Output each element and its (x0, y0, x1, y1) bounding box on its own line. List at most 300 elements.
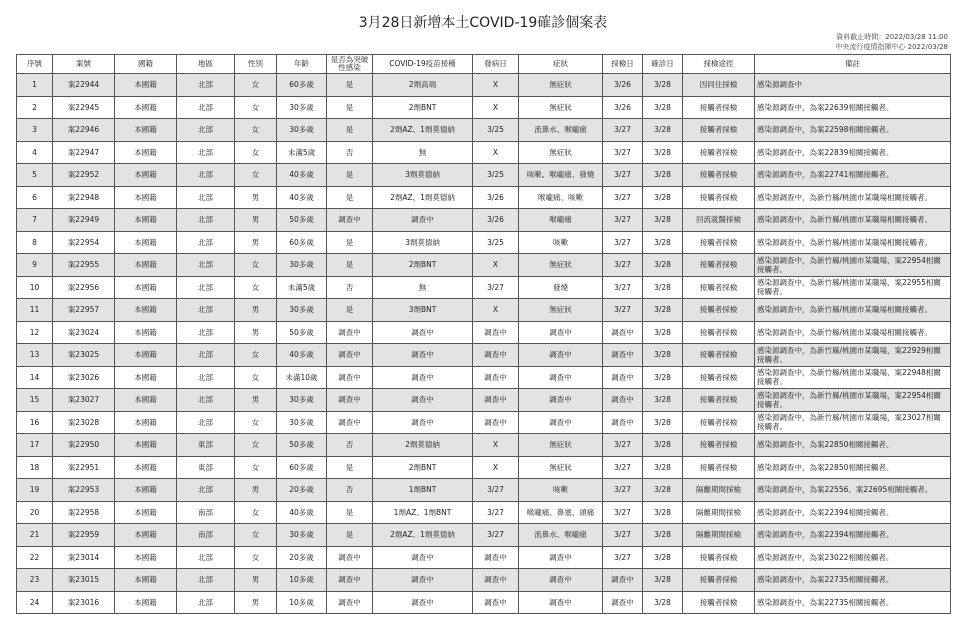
cell-test-date: 調查中 (603, 411, 643, 434)
cell-sex: 女 (235, 119, 277, 142)
cell-test-route: 回流就醫採檢 (683, 209, 755, 232)
cell-confirm-date: 3/28 (643, 546, 683, 569)
cell-remarks: 感染源調查中，為案22394相關接觸者。 (755, 501, 951, 524)
cell-symptoms: 發燒 (519, 276, 603, 299)
cell-region: 北部 (177, 74, 235, 97)
cell-age: 30多歲 (277, 119, 327, 142)
cell-remarks: 感染源調查中，為新竹縣/桃園市某職場，案22954相關接觸者。 (755, 389, 951, 412)
cell-serial: 7 (17, 209, 53, 232)
cell-sex: 男 (235, 231, 277, 254)
cell-vaccination: 調查中 (373, 209, 473, 232)
table-header-row (17, 55, 951, 74)
cell-symptoms: 調查中 (519, 569, 603, 592)
cell-case-no: 案22951 (53, 456, 115, 479)
cell-test-route: 接觸者採檢 (683, 254, 755, 277)
cell-age: 40多歲 (277, 501, 327, 524)
cell-onset-date: X (473, 141, 519, 164)
cell-nationality: 本國籍 (115, 141, 177, 164)
cell-region: 北部 (177, 164, 235, 187)
table-row (17, 276, 951, 299)
cell-breakthrough: 否 (327, 479, 373, 502)
cell-remarks: 感染源調查中，為新竹縣/桃園市某職場相關接觸者。 (755, 321, 951, 344)
cell-test-date: 3/27 (603, 164, 643, 187)
cell-serial: 17 (17, 434, 53, 457)
cell-region: 北部 (177, 479, 235, 502)
cell-onset-date: 調查中 (473, 546, 519, 569)
cell-case-no: 案23016 (53, 591, 115, 614)
table-row (17, 299, 951, 322)
cell-vaccination: 調查中 (373, 366, 473, 389)
cell-confirm-date: 3/28 (643, 366, 683, 389)
cell-serial: 24 (17, 591, 53, 614)
table-row (17, 321, 951, 344)
cell-confirm-date: 3/28 (643, 434, 683, 457)
cell-breakthrough: 是 (327, 96, 373, 119)
cell-vaccination: 調查中 (373, 591, 473, 614)
cell-test-route: 接觸者採檢 (683, 276, 755, 299)
cell-breakthrough: 是 (327, 501, 373, 524)
cell-case-no: 案23015 (53, 569, 115, 592)
header-test-route: 採檢途徑 (683, 55, 755, 74)
cell-region: 北部 (177, 389, 235, 412)
cell-test-route: 接觸者採檢 (683, 164, 755, 187)
cell-vaccination: 調查中 (373, 389, 473, 412)
cell-test-route: 接觸者採檢 (683, 366, 755, 389)
cell-serial: 19 (17, 479, 53, 502)
cell-test-route: 接觸者採檢 (683, 344, 755, 367)
cell-case-no: 案23026 (53, 366, 115, 389)
cell-nationality: 本國籍 (115, 524, 177, 547)
cell-onset-date: 調查中 (473, 569, 519, 592)
cell-case-no: 案22950 (53, 434, 115, 457)
cell-confirm-date: 3/28 (643, 254, 683, 277)
cell-vaccination: 調查中 (373, 569, 473, 592)
case-table (16, 54, 951, 614)
cell-sex: 男 (235, 569, 277, 592)
cell-case-no: 案22954 (53, 231, 115, 254)
cell-onset-date: 3/27 (473, 276, 519, 299)
cell-nationality: 本國籍 (115, 366, 177, 389)
cell-sex: 女 (235, 456, 277, 479)
cell-serial: 22 (17, 546, 53, 569)
table-row (17, 546, 951, 569)
cell-confirm-date: 3/28 (643, 231, 683, 254)
cell-test-route: 接觸者採檢 (683, 186, 755, 209)
cell-symptoms: 流鼻水、喉嚨痛 (519, 119, 603, 142)
cell-case-no: 案23027 (53, 389, 115, 412)
cell-confirm-date: 3/28 (643, 119, 683, 142)
cell-nationality: 本國籍 (115, 164, 177, 187)
cell-region: 北部 (177, 209, 235, 232)
cell-nationality: 本國籍 (115, 96, 177, 119)
cell-test-date: 3/27 (603, 186, 643, 209)
table-row (17, 366, 951, 389)
cell-test-route: 隔離期間採檢 (683, 501, 755, 524)
cell-serial: 9 (17, 254, 53, 277)
cell-sex: 女 (235, 96, 277, 119)
cell-breakthrough: 調查中 (327, 209, 373, 232)
table-row (17, 231, 951, 254)
cell-nationality: 本國籍 (115, 434, 177, 457)
cell-sex: 女 (235, 524, 277, 547)
cell-nationality: 本國籍 (115, 546, 177, 569)
cell-sex: 女 (235, 546, 277, 569)
cell-symptoms: 流鼻水、喉嚨痛 (519, 524, 603, 547)
cell-remarks: 感染源調查中，為案22394相關接觸者。 (755, 524, 951, 547)
cell-sex: 女 (235, 434, 277, 457)
cell-region: 北部 (177, 569, 235, 592)
cell-symptoms: 咳嗽 (519, 479, 603, 502)
cell-test-route: 隔離期間採檢 (683, 479, 755, 502)
cell-serial: 8 (17, 231, 53, 254)
cell-symptoms: 無症狀 (519, 299, 603, 322)
cell-sex: 男 (235, 389, 277, 412)
cell-remarks: 感染源調查中，為案22735相關接觸者。 (755, 569, 951, 592)
cell-nationality: 本國籍 (115, 321, 177, 344)
cell-remarks: 感染源調查中，為新竹縣/桃園市某職場，案22948相關接觸者。 (755, 366, 951, 389)
cell-case-no: 案22948 (53, 186, 115, 209)
cell-nationality: 本國籍 (115, 479, 177, 502)
report-meta (835, 32, 948, 52)
cell-nationality: 本國籍 (115, 456, 177, 479)
header-sex: 性別 (235, 55, 277, 74)
cell-nationality: 本國籍 (115, 276, 177, 299)
cell-region: 南部 (177, 524, 235, 547)
cell-remarks: 感染源調查中，為案22741相關接觸者。 (755, 164, 951, 187)
cell-case-no: 案22945 (53, 96, 115, 119)
cell-symptoms: 無症狀 (519, 141, 603, 164)
cell-test-route: 隔離期間採檢 (683, 524, 755, 547)
cell-case-no: 案22953 (53, 479, 115, 502)
header-test-date: 採檢日 (603, 55, 643, 74)
cell-case-no: 案22947 (53, 141, 115, 164)
cell-vaccination: 無 (373, 276, 473, 299)
cell-test-date: 3/26 (603, 96, 643, 119)
cell-vaccination: 調查中 (373, 411, 473, 434)
cell-confirm-date: 3/28 (643, 569, 683, 592)
cell-symptoms: 喉嚨痛 (519, 209, 603, 232)
cell-test-date: 調查中 (603, 344, 643, 367)
cell-onset-date: X (473, 299, 519, 322)
cell-onset-date: 調查中 (473, 344, 519, 367)
cell-confirm-date: 3/28 (643, 164, 683, 187)
cell-breakthrough: 否 (327, 141, 373, 164)
cell-remarks: 感染源調查中，為案22639相關接觸者。 (755, 96, 951, 119)
cell-breakthrough: 調查中 (327, 411, 373, 434)
cell-vaccination: 3劑BNT (373, 299, 473, 322)
cell-breakthrough: 是 (327, 186, 373, 209)
cell-test-route: 接觸者採檢 (683, 321, 755, 344)
table-row (17, 164, 951, 187)
cell-onset-date: 3/27 (473, 501, 519, 524)
header-confirm-date: 確診日 (643, 55, 683, 74)
table-row (17, 501, 951, 524)
cell-breakthrough: 調查中 (327, 546, 373, 569)
cell-test-route: 接觸者採檢 (683, 434, 755, 457)
cell-confirm-date: 3/28 (643, 96, 683, 119)
data-cutoff-time: 資料截止時間：2022/03/28 11:00 (836, 33, 948, 41)
cell-nationality: 本國籍 (115, 569, 177, 592)
table-row (17, 74, 951, 97)
header-case-no: 案號 (53, 55, 115, 74)
cell-age: 50多歲 (277, 434, 327, 457)
cell-region: 北部 (177, 591, 235, 614)
cell-case-no: 案22946 (53, 119, 115, 142)
header-symptoms: 症狀 (519, 55, 603, 74)
cell-remarks: 感染源調查中，為案22556、案22695相關接觸者。 (755, 479, 951, 502)
cell-breakthrough: 調查中 (327, 591, 373, 614)
cell-test-date: 3/27 (603, 524, 643, 547)
cell-sex: 男 (235, 299, 277, 322)
cell-age: 20多歲 (277, 479, 327, 502)
cell-symptoms: 無症狀 (519, 96, 603, 119)
cell-symptoms: 喉嚨痛、鼻塞、頭痛 (519, 501, 603, 524)
cell-onset-date: 3/27 (473, 479, 519, 502)
cell-confirm-date: 3/28 (643, 141, 683, 164)
cell-region: 北部 (177, 366, 235, 389)
cell-onset-date: 調查中 (473, 591, 519, 614)
cell-symptoms: 調查中 (519, 591, 603, 614)
cell-onset-date: X (473, 74, 519, 97)
cell-age: 30多歲 (277, 299, 327, 322)
header-nationality: 國籍 (115, 55, 177, 74)
cell-case-no: 案22958 (53, 501, 115, 524)
cell-test-route: 接觸者採檢 (683, 411, 755, 434)
cell-test-route: 接觸者採檢 (683, 141, 755, 164)
cell-nationality: 本國籍 (115, 411, 177, 434)
cell-age: 50多歲 (277, 321, 327, 344)
cell-test-date: 3/27 (603, 479, 643, 502)
cell-confirm-date: 3/28 (643, 479, 683, 502)
cell-onset-date: 3/26 (473, 209, 519, 232)
cell-confirm-date: 3/28 (643, 524, 683, 547)
cell-age: 30多歲 (277, 524, 327, 547)
cell-breakthrough: 是 (327, 299, 373, 322)
header-breakthrough: 是否為突破性感染 (327, 55, 373, 74)
cell-age: 30多歲 (277, 389, 327, 412)
cell-sex: 男 (235, 209, 277, 232)
cell-onset-date: 3/25 (473, 231, 519, 254)
table-row (17, 434, 951, 457)
cell-region: 南部 (177, 501, 235, 524)
cell-age: 30多歲 (277, 96, 327, 119)
cell-vaccination: 調查中 (373, 344, 473, 367)
cell-onset-date: 調查中 (473, 389, 519, 412)
cell-age: 20多歲 (277, 546, 327, 569)
cell-confirm-date: 3/28 (643, 411, 683, 434)
cell-case-no: 案22959 (53, 524, 115, 547)
cell-test-route: 接觸者採檢 (683, 546, 755, 569)
cell-test-date: 調查中 (603, 569, 643, 592)
cell-remarks: 感染源調查中，為新竹縣/桃園市某職場，案23027相關接觸者。 (755, 411, 951, 434)
cell-sex: 女 (235, 164, 277, 187)
cell-symptoms: 調查中 (519, 411, 603, 434)
cell-sex: 女 (235, 74, 277, 97)
header-age: 年齡 (277, 55, 327, 74)
cell-breakthrough: 調查中 (327, 569, 373, 592)
cell-serial: 3 (17, 119, 53, 142)
cell-nationality: 本國籍 (115, 501, 177, 524)
cell-confirm-date: 3/28 (643, 276, 683, 299)
cell-case-no: 案23028 (53, 411, 115, 434)
cell-age: 10多歲 (277, 569, 327, 592)
cell-nationality: 本國籍 (115, 344, 177, 367)
cell-nationality: 本國籍 (115, 74, 177, 97)
cell-test-date: 3/27 (603, 254, 643, 277)
cell-symptoms: 調查中 (519, 344, 603, 367)
cell-remarks: 感染源調查中，為新竹縣/桃園市某職場相關接觸者。 (755, 231, 951, 254)
cell-breakthrough: 調查中 (327, 366, 373, 389)
table-row (17, 411, 951, 434)
cell-serial: 12 (17, 321, 53, 344)
cell-region: 北部 (177, 546, 235, 569)
cell-symptoms: 無症狀 (519, 254, 603, 277)
header-remarks: 備註 (755, 55, 951, 74)
cell-onset-date: 調查中 (473, 366, 519, 389)
cell-region: 北部 (177, 141, 235, 164)
cell-onset-date: X (473, 456, 519, 479)
cell-serial: 5 (17, 164, 53, 187)
cell-serial: 2 (17, 96, 53, 119)
issuing-agency: 中央流行疫情指揮中心 2022/03/28 (835, 43, 948, 51)
cell-remarks: 感染源調查中 (755, 74, 951, 97)
table-row (17, 254, 951, 277)
cell-case-no: 案23024 (53, 321, 115, 344)
cell-breakthrough: 是 (327, 119, 373, 142)
table-row (17, 569, 951, 592)
cell-test-date: 3/27 (603, 276, 643, 299)
cell-breakthrough: 調查中 (327, 344, 373, 367)
cell-test-route: 因同住採檢 (683, 74, 755, 97)
table-row (17, 209, 951, 232)
cell-confirm-date: 3/28 (643, 321, 683, 344)
cell-vaccination: 調查中 (373, 546, 473, 569)
cell-region: 北部 (177, 119, 235, 142)
cell-serial: 16 (17, 411, 53, 434)
cell-vaccination: 無 (373, 141, 473, 164)
cell-breakthrough: 是 (327, 524, 373, 547)
cell-serial: 6 (17, 186, 53, 209)
cell-case-no: 案23014 (53, 546, 115, 569)
cell-region: 北部 (177, 321, 235, 344)
cell-nationality: 本國籍 (115, 254, 177, 277)
cell-confirm-date: 3/28 (643, 501, 683, 524)
cell-serial: 1 (17, 74, 53, 97)
cell-vaccination: 1劑AZ、1劑BNT (373, 501, 473, 524)
cell-confirm-date: 3/28 (643, 344, 683, 367)
cell-region: 北部 (177, 96, 235, 119)
cell-breakthrough: 否 (327, 276, 373, 299)
cell-remarks: 感染源調查中，為案22839相關接觸者。 (755, 141, 951, 164)
cell-vaccination: 調查中 (373, 321, 473, 344)
cell-serial: 15 (17, 389, 53, 412)
cell-remarks: 感染源調查中，為新竹縣/桃園市某職場，案22954相關接觸者。 (755, 254, 951, 277)
cell-nationality: 本國籍 (115, 186, 177, 209)
cell-test-date: 調查中 (603, 389, 643, 412)
cell-remarks: 感染源調查中，為新竹縣/桃園市某職場相關接觸者。 (755, 209, 951, 232)
cell-test-route: 接觸者採檢 (683, 299, 755, 322)
cell-symptoms: 調查中 (519, 366, 603, 389)
cell-test-route: 接觸者採檢 (683, 591, 755, 614)
cell-confirm-date: 3/28 (643, 74, 683, 97)
cell-symptoms: 調查中 (519, 321, 603, 344)
cell-nationality: 本國籍 (115, 299, 177, 322)
cell-serial: 23 (17, 569, 53, 592)
cell-remarks: 感染源調查中，為案22850相關接觸者。 (755, 434, 951, 457)
cell-confirm-date: 3/28 (643, 209, 683, 232)
cell-breakthrough: 是 (327, 456, 373, 479)
cell-age: 60多歲 (277, 74, 327, 97)
table-row (17, 186, 951, 209)
cell-onset-date: X (473, 254, 519, 277)
cell-case-no: 案22944 (53, 74, 115, 97)
cell-test-date: 調查中 (603, 366, 643, 389)
cell-test-route: 接觸者採檢 (683, 569, 755, 592)
cell-breakthrough: 是 (327, 164, 373, 187)
cell-test-date: 3/27 (603, 209, 643, 232)
cell-symptoms: 無症狀 (519, 434, 603, 457)
cell-test-date: 3/27 (603, 299, 643, 322)
cell-symptoms: 咳嗽、喉嚨痛、發燒 (519, 164, 603, 187)
cell-vaccination: 2劑BNT (373, 456, 473, 479)
cell-region: 東部 (177, 434, 235, 457)
cell-onset-date: 3/26 (473, 186, 519, 209)
cell-onset-date: 調查中 (473, 321, 519, 344)
cell-symptoms: 無症狀 (519, 456, 603, 479)
table-row (17, 119, 951, 142)
cell-onset-date: X (473, 434, 519, 457)
cell-serial: 13 (17, 344, 53, 367)
cell-remarks: 感染源調查中，為案22598相關接觸者。 (755, 119, 951, 142)
cell-breakthrough: 是 (327, 231, 373, 254)
cell-serial: 10 (17, 276, 53, 299)
cell-test-date: 3/27 (603, 546, 643, 569)
cell-serial: 21 (17, 524, 53, 547)
table-row (17, 591, 951, 614)
cell-case-no: 案22955 (53, 254, 115, 277)
cell-confirm-date: 3/28 (643, 591, 683, 614)
table-row (17, 96, 951, 119)
cell-region: 北部 (177, 344, 235, 367)
cell-breakthrough: 否 (327, 434, 373, 457)
cell-breakthrough: 是 (327, 74, 373, 97)
cell-onset-date: 3/25 (473, 164, 519, 187)
cell-serial: 20 (17, 501, 53, 524)
cell-serial: 11 (17, 299, 53, 322)
cell-nationality: 本國籍 (115, 119, 177, 142)
cell-vaccination: 2劑莫德納 (373, 434, 473, 457)
cell-age: 10多歲 (277, 591, 327, 614)
cell-confirm-date: 3/28 (643, 389, 683, 412)
cell-remarks: 感染源調查中，為新竹縣/桃園市某職場，案22955相關接觸者。 (755, 276, 951, 299)
cell-case-no: 案22956 (53, 276, 115, 299)
cell-vaccination: 2劑BNT (373, 254, 473, 277)
cell-remarks: 感染源調查中，為新竹縣/桃園市某職場相關接觸者。 (755, 299, 951, 322)
cell-vaccination: 2劑AZ、1劑莫德納 (373, 119, 473, 142)
header-region: 地區 (177, 55, 235, 74)
cell-test-route: 接觸者採檢 (683, 389, 755, 412)
table-row (17, 524, 951, 547)
cell-breakthrough: 調查中 (327, 389, 373, 412)
cell-symptoms: 調查中 (519, 546, 603, 569)
cell-test-date: 調查中 (603, 591, 643, 614)
cell-serial: 4 (17, 141, 53, 164)
cell-case-no: 案22952 (53, 164, 115, 187)
table-row (17, 344, 951, 367)
cell-sex: 女 (235, 366, 277, 389)
cell-test-date: 3/27 (603, 141, 643, 164)
cell-onset-date: 調查中 (473, 411, 519, 434)
